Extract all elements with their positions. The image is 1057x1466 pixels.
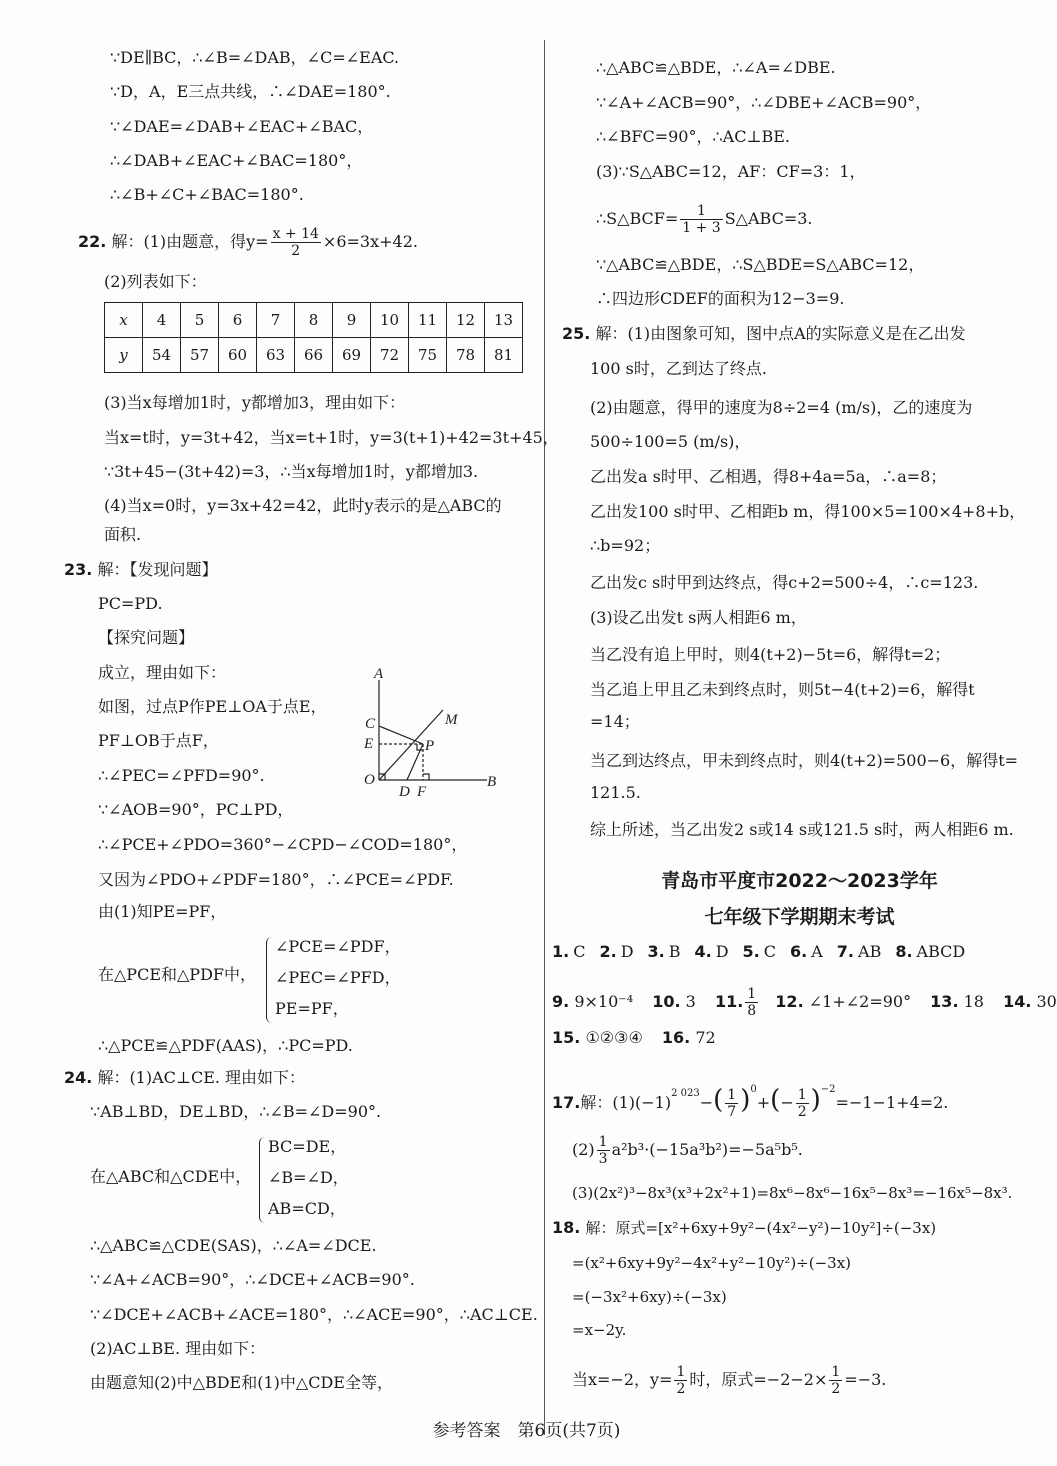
text-line: ∵AB⊥BD，DE⊥BD，∴∠B=∠D=90°.	[90, 1102, 382, 1121]
section-title: 青岛市平度市2022～2023学年	[661, 870, 938, 892]
answer-value: C	[573, 942, 586, 961]
answer-row: 15. ①②③④ 16. 72	[552, 1028, 716, 1047]
value-table	[104, 302, 523, 373]
text-line: PE=PF，	[275, 999, 349, 1018]
label-p: P	[425, 738, 435, 754]
label-e: E	[364, 736, 374, 752]
text-line: AB=CD，	[268, 1199, 346, 1218]
table-cell: 69	[333, 338, 371, 373]
label-a: A	[374, 666, 384, 682]
answer-number: 6.	[790, 942, 808, 961]
text-line: 乙出发a s时甲、乙相遇，得8+4a=5a，∴a=8；	[590, 467, 947, 486]
text-line: 乙出发100 s时甲、乙相距b m，得100×5=100×4+8+b，	[590, 502, 1026, 521]
solution-start: 解：(1)由题意，得y=	[111, 232, 269, 251]
text-line: ∴四边形CDEF的面积为12−3=9.	[596, 289, 845, 308]
table-cell: 66	[295, 338, 333, 373]
text-line: ∴S△BCF= $\frac{1}{1 + 3}$ S△ABC=3.	[596, 203, 813, 236]
question-22: 22. 解：(1)由题意，得y= $\frac{x + 14}{2}$ ×6=3x+42.	[78, 226, 418, 259]
table-header-cell: y	[105, 338, 143, 373]
text-line: (2)由题意，得甲的速度为8÷2=4 (m/s)，乙的速度为	[590, 398, 973, 417]
text-line: ∵∠A+∠ACB=90°，∴∠DCE+∠ACB=90°.	[90, 1270, 415, 1289]
label-c: C	[365, 716, 376, 732]
answer-value: B	[668, 942, 681, 961]
segment-pc	[379, 726, 423, 744]
answer-value: A	[811, 942, 823, 961]
column-divider	[544, 40, 545, 1435]
fraction: $\frac{1}{1 + 3}$	[682, 203, 721, 236]
fraction: $\frac{1}{8}$	[747, 986, 757, 1019]
question-23: 23. 解：【发现问题】	[64, 560, 218, 579]
table-cell: 10	[371, 303, 409, 338]
question-number: 24.	[64, 1068, 93, 1087]
text-line: 当x=t时，y=3t+42，当x=t+1时，y=3(t+1)+42=3t+45，	[104, 428, 559, 447]
table-cell: 4	[143, 303, 181, 338]
text-line: (3)(2x²)³−8x³(x³+2x²+1)=8x⁶−8x⁶−16x⁵−8x³=−16x⁵−8x³.	[572, 1184, 1013, 1202]
table-cell: 75	[409, 338, 447, 373]
table-cell: 13	[485, 303, 523, 338]
answer-row: 9. 9×10⁻⁴ 10. 3 11. $\frac{1}{8}$ 12. ∠1+∠2=90° 13. 18 14. 30	[552, 986, 1057, 1019]
text-line: 在△PCE和△PDF中，	[98, 965, 256, 984]
text-line: ∴b=92；	[590, 536, 661, 555]
text-line: (3)∵S△ABC=12，AF：CF=3：1，	[596, 162, 866, 181]
text-line: 面积.	[104, 525, 142, 544]
section-subtitle: 七年级下学期期末考试	[704, 906, 895, 928]
answer-number: 5.	[742, 942, 760, 961]
table-cell: 60	[219, 338, 257, 373]
table-cell: 8	[295, 303, 333, 338]
question-number: 17.	[552, 1093, 581, 1112]
question-number: 22.	[78, 232, 107, 251]
text-line: 如图，过点P作PE⊥OA于点E，	[98, 697, 327, 716]
table-cell: 12	[447, 303, 485, 338]
text-line: 由题意知(2)中△BDE和(1)中△CDE全等，	[90, 1373, 393, 1392]
text-line: (3)设乙出发t s两人相距6 m，	[590, 608, 807, 627]
question-number: 18.	[552, 1218, 581, 1237]
geometry-figure	[355, 660, 515, 800]
question-18: 18. 解：原式=[x²+6xy+9y²−(4x²−y²)−10y²]÷(−3x)	[552, 1218, 937, 1237]
text-line: =x−2y.	[572, 1321, 627, 1339]
text-line: 由(1)知PE=PF，	[98, 902, 227, 921]
answer-value: D	[620, 942, 634, 961]
text-line: 500÷100=5 (m/s)，	[590, 432, 751, 451]
label-o: O	[364, 772, 375, 788]
answer-number: 8.	[895, 942, 913, 961]
answer-number: 1.	[552, 942, 570, 961]
table-cell: 72	[371, 338, 409, 373]
text-line: ∴△ABC≌△BDE，∴∠A=∠DBE.	[596, 58, 836, 77]
text-line: (2)列表如下：	[104, 272, 207, 291]
answer-value: AB	[858, 942, 882, 961]
text-line: ∴∠PCE+∠PDO=360°−∠CPD−∠COD=180°，	[98, 835, 468, 854]
text-line: 当乙没有追上甲时，则4(t+2)−5t=6，解得t=2；	[590, 645, 951, 664]
answer-value: D	[715, 942, 729, 961]
text-line: ∴∠DAB+∠EAC+∠BAC=180°，	[110, 151, 363, 170]
text-line: 121.5.	[590, 783, 641, 802]
text-line: PC=PD.	[98, 594, 163, 613]
text-line: ∵∠AOB=90°，PC⊥PD，	[98, 800, 294, 819]
text-line: (2) $\frac{1}{3}$ a²b³·(−15a³b²)=−5a⁵b⁵.	[572, 1134, 803, 1167]
text-line: ∵∠A+∠ACB=90°，∴∠DBE+∠ACB=90°，	[596, 93, 932, 112]
table-cell: 11	[409, 303, 447, 338]
text-line: ∵△ABC≌△BDE，∴S△BDE=S△ABC=12，	[596, 255, 925, 274]
table-cell: 81	[485, 338, 523, 373]
table-cell: 57	[181, 338, 219, 373]
question-number: 25.	[562, 324, 591, 343]
table-cell: 5	[181, 303, 219, 338]
text-line: ∠PEC=∠PFD，	[275, 968, 401, 987]
table-cell: 6	[219, 303, 257, 338]
table-header-cell: x	[105, 303, 143, 338]
text-line: =(x²+6xy+9y²−4x²+y²−10y²)÷(−3x)	[572, 1254, 852, 1272]
text-line: ∵D，A，E三点共线，∴∠DAE=180°.	[110, 82, 391, 101]
answer-number: 7.	[836, 942, 855, 961]
text-line: 综上所述，当乙出发2 s或14 s或121.5 s时，两人相距6 m.	[590, 820, 1014, 839]
text-line: (4)当x=0时，y=3x+42=42，此时y表示的是△ABC的	[104, 496, 502, 515]
brace	[266, 937, 273, 1023]
text-line: 在△ABC和△CDE中，	[90, 1167, 252, 1186]
text-line: ∵∠DCE+∠ACB+∠ACE=180°，∴∠ACE=90°，∴AC⊥CE.	[90, 1305, 538, 1324]
answer-number: 4.	[694, 942, 712, 961]
text-line: ∠PCE=∠PDF，	[275, 937, 401, 956]
text-line: ∴∠B+∠C+∠BAC=180°.	[110, 185, 304, 204]
text-line: ∴△PCE≌△PDF(AAS)，∴PC=PD.	[98, 1036, 353, 1055]
text-line: BC=DE，	[268, 1137, 347, 1156]
text-line: ∵DE∥BC，∴∠B=∠DAB，∠C=∠EAC.	[110, 48, 400, 67]
text-line: PF⊥OB于点F，	[98, 731, 219, 750]
table-cell: 9	[333, 303, 371, 338]
table-cell: 7	[257, 303, 295, 338]
text-line: 100 s时，乙到达了终点.	[590, 359, 767, 378]
text-line: ∴∠BFC=90°，∴AC⊥BE.	[596, 127, 791, 146]
text-line: ∠B=∠D，	[268, 1168, 349, 1187]
label-d: D	[399, 784, 410, 800]
right-angle-mark	[423, 774, 429, 780]
answer-value: ABCD	[916, 942, 966, 961]
text-line: 成立，理由如下：	[98, 663, 227, 682]
text-line: 当乙到达终点，甲未到终点时，则4(t+2)=500−6，解得t=	[590, 751, 1019, 770]
table-row-y	[105, 338, 523, 373]
label-f: F	[417, 784, 427, 800]
brace	[259, 1137, 266, 1223]
answer-value: C	[763, 942, 777, 961]
text-line: 又因为∠PDO+∠PDF=180°，∴∠PCE=∠PDF.	[98, 870, 454, 889]
text-line: (2)AC⊥BE. 理由如下：	[90, 1339, 266, 1358]
text-line: =14；	[590, 712, 640, 731]
text-line: ∵3t+45−(3t+42)=3，∴当x每增加1时，y都增加3.	[104, 462, 479, 481]
text-line: ∵∠DAE=∠DAB+∠EAC+∠BAC，	[110, 117, 374, 136]
page-footer: 参考答案 第6页(共7页)	[432, 1421, 621, 1441]
label-b: B	[487, 774, 497, 790]
label-m: M	[445, 712, 458, 728]
text-line: (3)当x每增加1时，y都增加3，理由如下：	[104, 393, 406, 412]
table-cell: 63	[257, 338, 295, 373]
table-cell: 54	[143, 338, 181, 373]
text-line: 当乙追上甲且乙未到终点时，则5t−4(t+2)=6，解得t	[590, 680, 975, 699]
table-cell: 78	[447, 338, 485, 373]
text-line: 当x=−2，y= $\frac{1}{2}$ 时，原式=−2−2× $\frac{1}{2}$ =−3.	[572, 1364, 887, 1397]
text-line: 乙出发c s时甲到达终点，得c+2=500÷4，∴c=123.	[590, 573, 979, 592]
text-line: =(−3x²+6xy)÷(−3x)	[572, 1288, 727, 1306]
question-number: 23.	[64, 560, 93, 579]
question-24: 24. 解：(1)AC⊥CE. 理由如下：	[64, 1068, 306, 1087]
answer-row	[552, 942, 965, 962]
text-line: ∴∠PEC=∠PFD=90°.	[98, 766, 265, 785]
answer-number: 2.	[599, 942, 617, 961]
answer-number: 3.	[647, 942, 665, 961]
text-line: ∴△ABC≌△CDE(SAS)，∴∠A=∠DCE.	[90, 1236, 377, 1255]
question-25: 25. 解：(1)由图象可知，图中点A的实际意义是在乙出发	[562, 324, 966, 343]
text-line: 【探究问题】	[98, 628, 195, 647]
table-row-x	[105, 303, 523, 338]
fraction: $\frac{x + 14}{2}$	[272, 226, 319, 259]
question-17: 17.解：$(1)(-1)^{2 023}-$( $\frac{1}{7}$ )$^0$+(− $\frac{1}{2}$ )$^{-2}$=−1−1+4=2.	[552, 1084, 949, 1120]
